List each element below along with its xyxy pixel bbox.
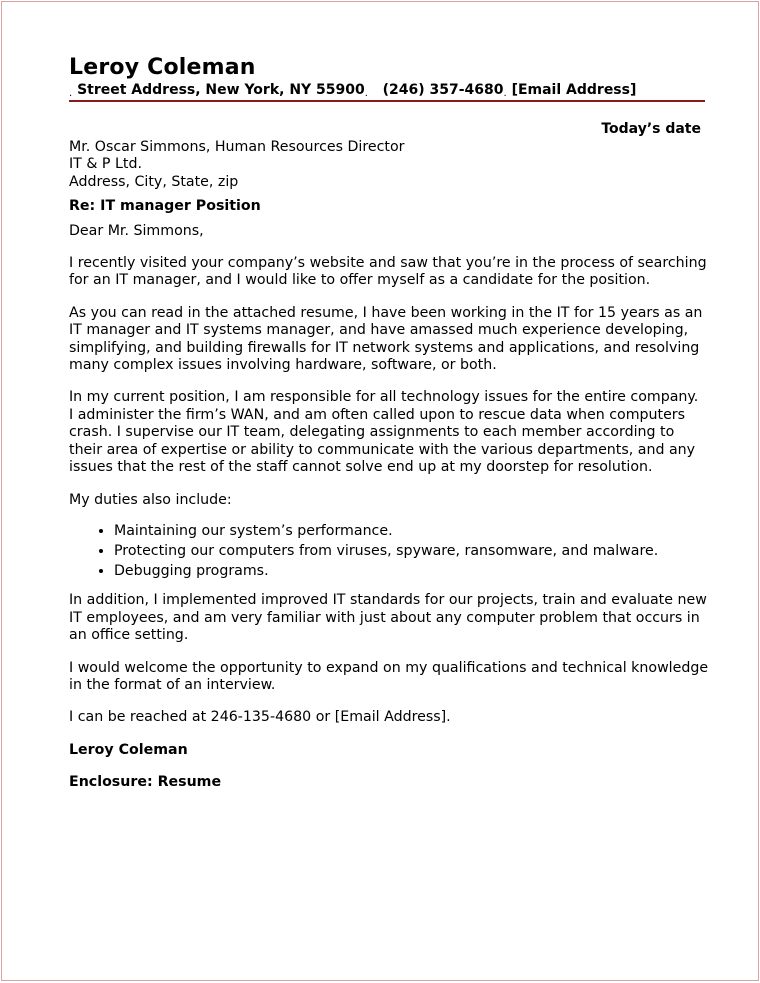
list-item: • Debugging programs.: [114, 563, 709, 580]
header-divider: [69, 100, 705, 102]
recipient-block: [69, 139, 709, 191]
duties-list: [69, 523, 709, 580]
sender-phone: (246) 357-4680: [382, 82, 504, 98]
subject-line: Re: IT manager Position: [69, 198, 261, 215]
list-item: • Maintaining our system’s performance.: [114, 523, 709, 540]
body-paragraph: I would welcome the opportunity to expand on my qualifications and technical knowledge in the format of an interview.: [69, 659, 709, 693]
recipient-line: IT & P Ltd.: [69, 156, 142, 173]
duties-intro: My duties also include:: [69, 491, 232, 508]
separator-dot: .: [69, 88, 73, 99]
enclosure-note: Enclosure: Resume: [69, 774, 222, 791]
sender-name: Leroy Coleman: [69, 55, 256, 80]
letter-date: Today’s date: [601, 121, 701, 137]
letter-page: [1, 1, 759, 981]
salutation: Dear Mr. Simmons,: [69, 222, 204, 239]
body-paragraph: In addition, I implemented improved IT standards for our projects, train and evaluate new IT employees, and am very familiar with just about any computer problem that occurs in an office setting.: [69, 592, 707, 644]
sender-contact-line: [69, 82, 705, 99]
separator-dot: .: [503, 88, 507, 99]
recipient-line: Mr. Oscar Simmons, Human Resources Director: [69, 139, 405, 155]
signature-name: Leroy Coleman: [69, 741, 188, 758]
body-paragraph: I recently visited your company’s website and saw that you’re in the process of searching for an IT manager, and I would like to offer myself as a candidate for the position.: [69, 255, 707, 289]
body-paragraph: I administer the firm’s WAN, and am often called upon to rescue data when computers crash. I supervise our IT team, delegating assignments to each member according to their area of expertise or ability to communicate with the various departments, and any issues that the rest of the staff cannot solve end up at my doorstep for resolution.: [69, 406, 696, 476]
recipient-line: Address, City, State, zip: [69, 173, 239, 190]
body-paragraph: As you can read in the attached resume, I have been working in the IT for 15 years as an IT manager and IT systems manager, and have amassed much experience developing, simplifying, and building firewalls for IT network systems and applications, and resolving many complex issues involving hardware, software, or both.: [69, 304, 703, 374]
sender-address: Street Address, New York, NY 55900: [77, 82, 365, 98]
separator-dot: .: [364, 88, 368, 99]
list-item: • Protecting our computers from viruses, spyware, ransomware, and malware.: [114, 543, 709, 560]
body-paragraph: In my current position, I am responsible for all technology issues for the entire company.: [69, 389, 699, 406]
sender-email: [Email Address]: [511, 82, 637, 98]
body-paragraph: I can be reached at 246-135-4680 or [Email Address].: [69, 709, 451, 726]
letter-body: [69, 139, 709, 792]
